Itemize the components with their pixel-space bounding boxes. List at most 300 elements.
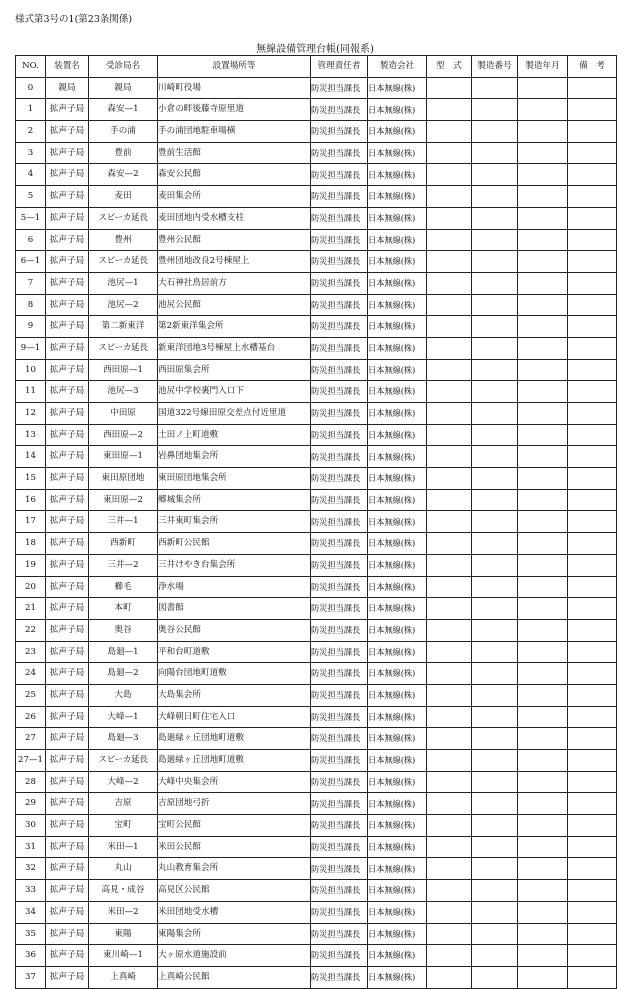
cell-device: 拡声子局: [46, 966, 89, 988]
cell-remarks: [568, 641, 617, 663]
cell-device: 拡声子局: [46, 663, 89, 685]
cell-station: 本町: [89, 598, 158, 620]
cell-maker: 日本無線(株): [368, 598, 427, 620]
table-row: [16, 858, 617, 880]
cell-date: [518, 468, 568, 490]
cell-remarks: [568, 272, 617, 294]
cell-no: 19: [16, 554, 46, 576]
table-row: [16, 207, 617, 229]
cell-location: 平和台町道敷: [158, 641, 311, 663]
cell-serial: [472, 403, 518, 425]
cell-device: 拡声子局: [46, 923, 89, 945]
cell-serial: [472, 99, 518, 121]
cell-date: [518, 880, 568, 902]
column-header-serial: 製造番号: [472, 56, 518, 78]
cell-date: [518, 359, 568, 381]
cell-date: [518, 337, 568, 359]
cell-device: 拡声子局: [46, 684, 89, 706]
cell-station: 豊州: [89, 229, 158, 251]
cell-remarks: [568, 923, 617, 945]
cell-serial: [472, 836, 518, 858]
cell-serial: [472, 337, 518, 359]
cell-manager: 防災担当課長: [311, 641, 368, 663]
cell-model: [427, 121, 472, 143]
cell-location: 米田団地受水槽: [158, 901, 311, 923]
cell-location: 浄水場: [158, 576, 311, 598]
cell-device: 拡声子局: [46, 186, 89, 208]
cell-date: [518, 229, 568, 251]
cell-remarks: [568, 576, 617, 598]
table-row: [16, 511, 617, 533]
cell-model: [427, 186, 472, 208]
cell-station: 東田原団地: [89, 468, 158, 490]
cell-station: 池尻—1: [89, 272, 158, 294]
cell-no: 3: [16, 142, 46, 164]
cell-remarks: [568, 966, 617, 988]
cell-station: 森安—1: [89, 99, 158, 121]
cell-location: 森安公民館: [158, 164, 311, 186]
cell-date: [518, 272, 568, 294]
cell-serial: [472, 554, 518, 576]
cell-remarks: [568, 750, 617, 772]
cell-location: 図書館: [158, 598, 311, 620]
table-row: [16, 359, 617, 381]
cell-date: [518, 316, 568, 338]
cell-date: [518, 901, 568, 923]
cell-no: 21: [16, 598, 46, 620]
cell-model: [427, 641, 472, 663]
cell-maker: 日本無線(株): [368, 901, 427, 923]
cell-model: [427, 771, 472, 793]
cell-no: 26: [16, 706, 46, 728]
cell-station: スピーカ延長: [89, 207, 158, 229]
cell-no: 37: [16, 966, 46, 988]
cell-date: [518, 207, 568, 229]
cell-maker: 日本無線(株): [368, 186, 427, 208]
cell-serial: [472, 164, 518, 186]
table-row: [16, 880, 617, 902]
cell-no: 1: [16, 99, 46, 121]
cell-remarks: [568, 554, 617, 576]
cell-manager: 防災担当課長: [311, 836, 368, 858]
cell-model: [427, 337, 472, 359]
cell-remarks: [568, 533, 617, 555]
cell-date: [518, 576, 568, 598]
cell-date: [518, 511, 568, 533]
cell-date: [518, 251, 568, 273]
cell-maker: 日本無線(株): [368, 337, 427, 359]
cell-location: 池尻公民館: [158, 294, 311, 316]
cell-date: [518, 446, 568, 468]
cell-device: 拡声子局: [46, 207, 89, 229]
cell-date: [518, 945, 568, 967]
cell-model: [427, 77, 472, 99]
table-row: [16, 489, 617, 511]
cell-model: [427, 836, 472, 858]
cell-serial: [472, 424, 518, 446]
cell-remarks: [568, 164, 617, 186]
cell-model: [427, 489, 472, 511]
cell-location: 高見区公民館: [158, 880, 311, 902]
cell-station: 東田原—2: [89, 489, 158, 511]
cell-device: 拡声子局: [46, 619, 89, 641]
cell-manager: 防災担当課長: [311, 337, 368, 359]
cell-date: [518, 815, 568, 837]
cell-date: [518, 403, 568, 425]
cell-station: スピーカ延長: [89, 251, 158, 273]
cell-location: 奥谷公民館: [158, 619, 311, 641]
table-row: [16, 684, 617, 706]
cell-remarks: [568, 945, 617, 967]
cell-date: [518, 121, 568, 143]
table-row: [16, 554, 617, 576]
cell-no: 14: [16, 446, 46, 468]
cell-no: 17: [16, 511, 46, 533]
cell-model: [427, 750, 472, 772]
cell-station: 東田原—1: [89, 446, 158, 468]
cell-maker: 日本無線(株): [368, 142, 427, 164]
cell-model: [427, 272, 472, 294]
cell-station: 吉原: [89, 793, 158, 815]
cell-location: 丸山教育集会所: [158, 858, 311, 880]
cell-station: 島廻—2: [89, 663, 158, 685]
table-row: [16, 945, 617, 967]
cell-model: [427, 99, 472, 121]
form-label: 様式第3号の1(第23条関係): [15, 14, 133, 25]
cell-remarks: [568, 598, 617, 620]
cell-date: [518, 836, 568, 858]
table-row: [16, 598, 617, 620]
cell-no: 12: [16, 403, 46, 425]
table-row: [16, 272, 617, 294]
cell-station: 米田—2: [89, 901, 158, 923]
cell-no: 35: [16, 923, 46, 945]
cell-manager: 防災担当課長: [311, 316, 368, 338]
cell-serial: [472, 771, 518, 793]
cell-serial: [472, 728, 518, 750]
cell-device: 拡声子局: [46, 728, 89, 750]
table-row: [16, 533, 617, 555]
cell-manager: 防災担当課長: [311, 381, 368, 403]
cell-no: 30: [16, 815, 46, 837]
cell-model: [427, 576, 472, 598]
cell-maker: 日本無線(株): [368, 446, 427, 468]
cell-station: 島廻—3: [89, 728, 158, 750]
cell-remarks: [568, 142, 617, 164]
cell-maker: 日本無線(株): [368, 771, 427, 793]
cell-station: 西新町: [89, 533, 158, 555]
cell-no: 9—1: [16, 337, 46, 359]
cell-model: [427, 424, 472, 446]
cell-no: 5—1: [16, 207, 46, 229]
cell-date: [518, 641, 568, 663]
cell-station: 東陽: [89, 923, 158, 945]
cell-location: 川崎町役場: [158, 77, 311, 99]
cell-station: 池尻—2: [89, 294, 158, 316]
cell-station: 東川崎—1: [89, 945, 158, 967]
cell-maker: 日本無線(株): [368, 750, 427, 772]
table-row: [16, 316, 617, 338]
cell-no: 15: [16, 468, 46, 490]
cell-location: 向陽台団地町道敷: [158, 663, 311, 685]
cell-no: 27—1: [16, 750, 46, 772]
cell-model: [427, 142, 472, 164]
cell-maker: 日本無線(株): [368, 576, 427, 598]
cell-model: [427, 533, 472, 555]
cell-remarks: [568, 359, 617, 381]
cell-manager: 防災担当課長: [311, 901, 368, 923]
table-row: [16, 77, 617, 99]
cell-device: 拡声子局: [46, 576, 89, 598]
cell-manager: 防災担当課長: [311, 403, 368, 425]
cell-manager: 防災担当課長: [311, 728, 368, 750]
cell-no: 34: [16, 901, 46, 923]
cell-device: 拡声子局: [46, 901, 89, 923]
cell-location: 岩鼻団地集会所: [158, 446, 311, 468]
cell-maker: 日本無線(株): [368, 294, 427, 316]
cell-device: 拡声子局: [46, 468, 89, 490]
cell-maker: 日本無線(株): [368, 316, 427, 338]
table-row: [16, 99, 617, 121]
table-row: [16, 121, 617, 143]
table-body: [16, 77, 617, 988]
column-header-maker: 製造会社: [368, 56, 427, 78]
column-header-date: 製造年月: [518, 56, 568, 78]
cell-station: スピーカ延長: [89, 337, 158, 359]
cell-maker: 日本無線(株): [368, 706, 427, 728]
cell-no: 8: [16, 294, 46, 316]
cell-model: [427, 858, 472, 880]
cell-location: 国道322号線田原交差点付近里道: [158, 403, 311, 425]
cell-location: 島廻緑ヶ丘団地町道敷: [158, 750, 311, 772]
cell-serial: [472, 945, 518, 967]
cell-serial: [472, 207, 518, 229]
cell-date: [518, 77, 568, 99]
cell-manager: 防災担当課長: [311, 164, 368, 186]
cell-device: 拡声子局: [46, 99, 89, 121]
cell-device: 拡声子局: [46, 511, 89, 533]
cell-station: 池尻—3: [89, 381, 158, 403]
cell-date: [518, 858, 568, 880]
cell-manager: 防災担当課長: [311, 489, 368, 511]
cell-remarks: [568, 663, 617, 685]
cell-maker: 日本無線(株): [368, 554, 427, 576]
cell-no: 4: [16, 164, 46, 186]
cell-station: 森安—2: [89, 164, 158, 186]
cell-maker: 日本無線(株): [368, 728, 427, 750]
cell-model: [427, 923, 472, 945]
cell-station: 西田原—2: [89, 424, 158, 446]
table-row: [16, 706, 617, 728]
table-row: [16, 901, 617, 923]
cell-location: 三井けやき台集会所: [158, 554, 311, 576]
cell-no: 6—1: [16, 251, 46, 273]
cell-model: [427, 663, 472, 685]
cell-device: 拡声子局: [46, 945, 89, 967]
cell-location: 小倉の畔後藤寺原里道: [158, 99, 311, 121]
cell-remarks: [568, 706, 617, 728]
cell-device: 拡声子局: [46, 316, 89, 338]
cell-station: 高見・成谷: [89, 880, 158, 902]
table-row: [16, 186, 617, 208]
cell-date: [518, 142, 568, 164]
cell-device: 拡声子局: [46, 706, 89, 728]
cell-manager: 防災担当課長: [311, 880, 368, 902]
table-row: [16, 337, 617, 359]
cell-station: 西田原—1: [89, 359, 158, 381]
cell-manager: 防災担当課長: [311, 511, 368, 533]
column-header-device: 装置名: [46, 56, 89, 78]
cell-model: [427, 901, 472, 923]
cell-serial: [472, 815, 518, 837]
cell-device: 拡声子局: [46, 858, 89, 880]
cell-station: 手の浦: [89, 121, 158, 143]
cell-manager: 防災担当課長: [311, 858, 368, 880]
cell-no: 9: [16, 316, 46, 338]
cell-maker: 日本無線(株): [368, 663, 427, 685]
table-row: [16, 251, 617, 273]
cell-remarks: [568, 337, 617, 359]
cell-location: 豊州公民館: [158, 229, 311, 251]
cell-model: [427, 207, 472, 229]
cell-manager: 防災担当課長: [311, 576, 368, 598]
cell-maker: 日本無線(株): [368, 858, 427, 880]
cell-maker: 日本無線(株): [368, 793, 427, 815]
cell-manager: 防災担当課長: [311, 771, 368, 793]
table-row: [16, 663, 617, 685]
cell-serial: [472, 750, 518, 772]
cell-no: 0: [16, 77, 46, 99]
cell-maker: 日本無線(株): [368, 511, 427, 533]
cell-remarks: [568, 489, 617, 511]
cell-maker: 日本無線(株): [368, 99, 427, 121]
cell-manager: 防災担当課長: [311, 359, 368, 381]
cell-model: [427, 446, 472, 468]
cell-no: 7: [16, 272, 46, 294]
cell-model: [427, 164, 472, 186]
cell-serial: [472, 533, 518, 555]
cell-no: 36: [16, 945, 46, 967]
cell-date: [518, 489, 568, 511]
cell-device: 拡声子局: [46, 381, 89, 403]
cell-station: 三井—1: [89, 511, 158, 533]
cell-no: 27: [16, 728, 46, 750]
cell-location: 大ヶ原水道施設前: [158, 945, 311, 967]
cell-remarks: [568, 858, 617, 880]
cell-maker: 日本無線(株): [368, 641, 427, 663]
cell-maker: 日本無線(株): [368, 468, 427, 490]
cell-date: [518, 923, 568, 945]
cell-device: 拡声子局: [46, 880, 89, 902]
cell-device: 拡声子局: [46, 554, 89, 576]
cell-station: 奥谷: [89, 619, 158, 641]
cell-station: 大峰—1: [89, 706, 158, 728]
cell-serial: [472, 511, 518, 533]
cell-model: [427, 468, 472, 490]
cell-date: [518, 706, 568, 728]
cell-date: [518, 186, 568, 208]
cell-remarks: [568, 684, 617, 706]
cell-manager: 防災担当課長: [311, 294, 368, 316]
cell-maker: 日本無線(株): [368, 533, 427, 555]
cell-location: 第2新東洋集会所: [158, 316, 311, 338]
cell-remarks: [568, 381, 617, 403]
cell-model: [427, 316, 472, 338]
cell-no: 13: [16, 424, 46, 446]
cell-no: 20: [16, 576, 46, 598]
cell-location: 島廻緑ヶ丘団地町道敷: [158, 728, 311, 750]
cell-location: 西新町公民館: [158, 533, 311, 555]
cell-serial: [472, 251, 518, 273]
cell-serial: [472, 446, 518, 468]
cell-remarks: [568, 880, 617, 902]
cell-manager: 防災担当課長: [311, 251, 368, 273]
table-row: [16, 164, 617, 186]
cell-location: 土田ノ上町道敷: [158, 424, 311, 446]
cell-remarks: [568, 468, 617, 490]
cell-date: [518, 966, 568, 988]
cell-serial: [472, 142, 518, 164]
cell-remarks: [568, 424, 617, 446]
cell-device: 拡声子局: [46, 121, 89, 143]
cell-model: [427, 815, 472, 837]
cell-serial: [472, 468, 518, 490]
cell-remarks: [568, 815, 617, 837]
cell-station: 大峰—2: [89, 771, 158, 793]
cell-manager: 防災担当課長: [311, 207, 368, 229]
cell-location: 麦田団地内受水槽支柱: [158, 207, 311, 229]
document-title: 無線設備管理台帳(同報系): [256, 44, 374, 55]
cell-remarks: [568, 121, 617, 143]
cell-location: 大島集会所: [158, 684, 311, 706]
cell-model: [427, 229, 472, 251]
cell-date: [518, 663, 568, 685]
cell-no: 25: [16, 684, 46, 706]
cell-location: 池尻中学校裏門入口下: [158, 381, 311, 403]
cell-device: 拡声子局: [46, 142, 89, 164]
cell-date: [518, 684, 568, 706]
table-row: [16, 468, 617, 490]
cell-serial: [472, 598, 518, 620]
cell-device: 拡声子局: [46, 815, 89, 837]
cell-date: [518, 771, 568, 793]
column-header-remarks: 備 考: [568, 56, 617, 78]
cell-model: [427, 880, 472, 902]
cell-device: 拡声子局: [46, 272, 89, 294]
cell-maker: 日本無線(株): [368, 359, 427, 381]
cell-serial: [472, 381, 518, 403]
cell-maker: 日本無線(株): [368, 381, 427, 403]
cell-serial: [472, 663, 518, 685]
cell-model: [427, 294, 472, 316]
cell-maker: 日本無線(株): [368, 77, 427, 99]
cell-serial: [472, 229, 518, 251]
cell-maker: 日本無線(株): [368, 272, 427, 294]
cell-serial: [472, 641, 518, 663]
cell-model: [427, 359, 472, 381]
cell-serial: [472, 901, 518, 923]
cell-serial: [472, 923, 518, 945]
cell-model: [427, 554, 472, 576]
cell-location: 手の浦団地駐車場横: [158, 121, 311, 143]
cell-serial: [472, 489, 518, 511]
cell-no: 11: [16, 381, 46, 403]
cell-date: [518, 164, 568, 186]
table-row: [16, 446, 617, 468]
cell-date: [518, 750, 568, 772]
cell-model: [427, 403, 472, 425]
cell-maker: 日本無線(株): [368, 815, 427, 837]
